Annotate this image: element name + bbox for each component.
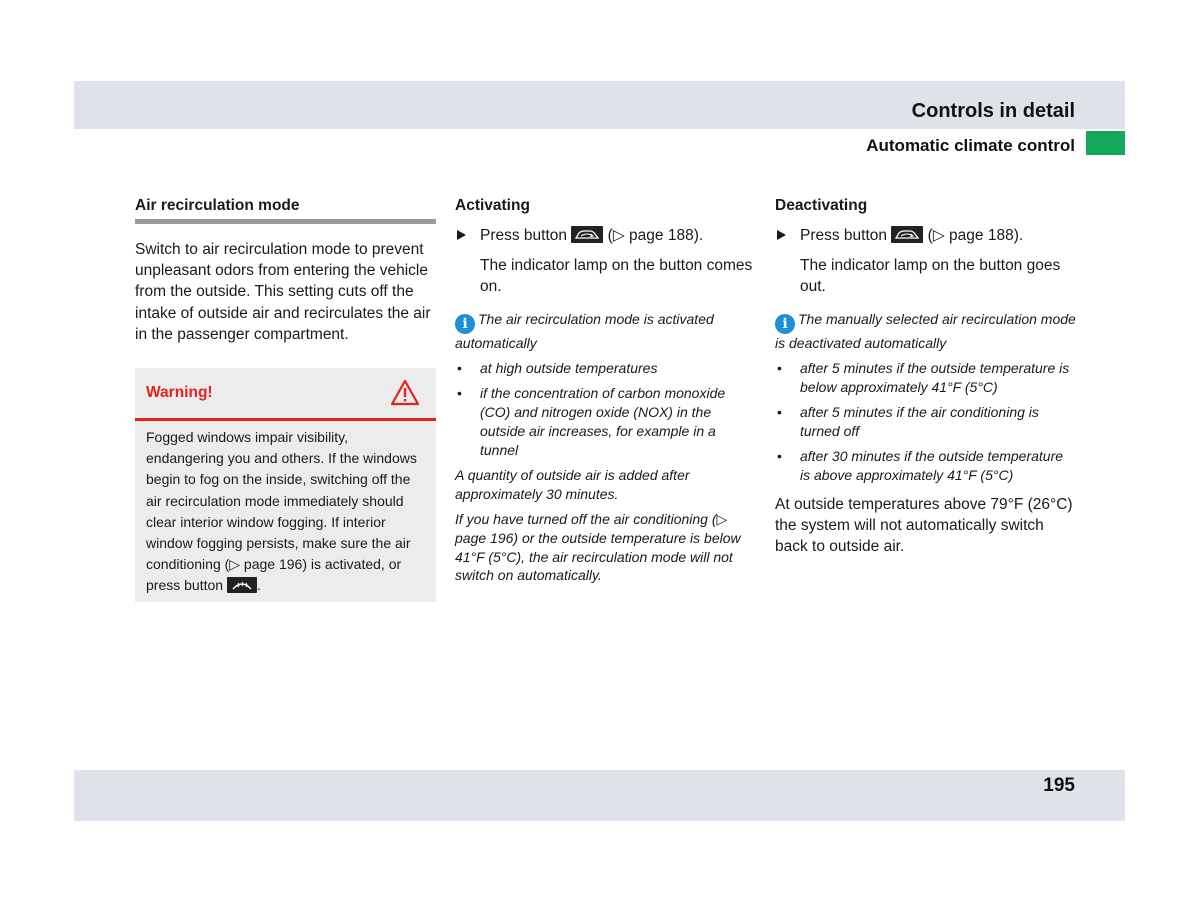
outside-air-note: A quantity of outside air is added after approximately 30 minutes.	[455, 466, 690, 502]
column-air-recirculation	[135, 196, 436, 602]
section-heading-activating: Activating	[455, 197, 530, 214]
activation-conditions-list	[455, 359, 756, 460]
warning-title: Warning!	[146, 384, 213, 402]
outside-temperature-paragraph: At outside temperatures above 79°F (26°C) the system will not automatically switch back to outside air.	[775, 495, 1073, 556]
step-arrow-icon	[457, 230, 466, 240]
warning-box	[135, 368, 436, 602]
chapter-title: Controls in detail	[911, 100, 1075, 122]
step-result: The indicator lamp on the button goes out.	[800, 257, 1061, 295]
info-note	[455, 310, 756, 353]
footer-band	[74, 770, 1125, 821]
heading-rule	[135, 219, 436, 224]
step-result: The indicator lamp on the button comes on.	[480, 257, 753, 295]
air-recirculation-button-icon	[891, 226, 923, 243]
section-title: Automatic climate control	[866, 136, 1075, 155]
info-note-text: The air recirculation mode is activated automatically	[455, 311, 714, 351]
info-note-text: The manually selected air recirculation mode is deactivated automatically	[775, 311, 1076, 351]
info-icon: i	[775, 314, 795, 334]
warning-triangle-icon	[390, 379, 420, 406]
step-page-ref: (▷ page 188).	[927, 227, 1024, 244]
intro-paragraph: Switch to air recirculation mode to prevent unpleasant odors from entering the vehicle from the outside. This setting cuts off the intake of outside air and recirculates the air in the passenger compartment.	[135, 241, 431, 343]
list-item: • after 5 minutes if the outside temperature is below approximately 41°F (5°C)	[775, 359, 1076, 397]
warning-body-end: .	[256, 577, 261, 594]
warning-header	[135, 368, 436, 418]
chapter-tab-marker	[1086, 131, 1125, 155]
warning-text	[135, 421, 436, 597]
section-heading-deactivating: Deactivating	[775, 197, 868, 214]
column-deactivating	[775, 196, 1076, 557]
step-text: Press button	[480, 227, 568, 244]
warning-body: Fogged windows impair visibility, endangering you and others. If the windows begin to fog on the inside, switching off the air recirculation mode immediately should clear interior window fogging. If interior window fogging persists, make sure the air conditioning (▷ page 196) is activated, or press button	[146, 429, 417, 594]
step-press-button	[455, 225, 756, 246]
info-icon: i	[455, 314, 475, 334]
step-arrow-icon	[777, 230, 786, 240]
list-item: • after 30 minutes if the outside temperature is above approximately 41°F (5°C)	[775, 447, 1076, 485]
info-note	[775, 310, 1076, 353]
step-page-ref: (▷ page 188).	[607, 227, 704, 244]
deactivation-conditions-list	[775, 359, 1076, 485]
air-conditioning-note: If you have turned off the air conditioning (▷ page 196) or the outside temperature is below 41°F (5°C), the air recirculation mode will not switch on automatically.	[455, 510, 741, 584]
step-press-button	[775, 225, 1076, 246]
section-heading-air-recirculation: Air recirculation mode	[135, 197, 300, 214]
step-text: Press button	[800, 227, 888, 244]
list-item: • at high outside temperatures	[455, 359, 756, 378]
air-recirculation-button-icon	[571, 226, 603, 243]
list-item: • if the concentration of carbon monoxide (CO) and nitrogen oxide (NOX) in the outside air increases, for example in a tunnel	[455, 384, 756, 459]
page-number: 195	[1043, 775, 1075, 796]
defrost-button-icon	[227, 577, 257, 593]
column-activating	[455, 196, 756, 592]
list-item: • after 5 minutes if the air conditioning is turned off	[775, 403, 1076, 441]
